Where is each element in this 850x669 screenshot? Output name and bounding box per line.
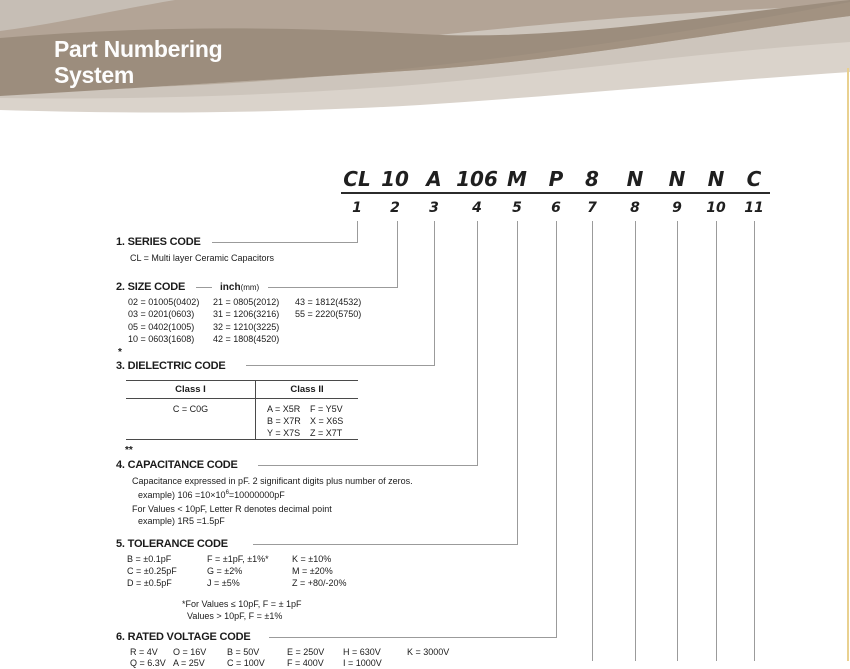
leader-line-11	[754, 221, 755, 661]
class2-entry: B = X7R	[267, 416, 301, 426]
part-number-segment: A	[426, 167, 442, 191]
connector-line-capacitance	[258, 465, 478, 466]
class2-entry: X = X6S	[310, 416, 344, 426]
capacitance-line2: For Values < 10pF, Letter R denotes decimal point	[132, 504, 332, 514]
tolerance-entry: D = ±0.5pF	[127, 578, 172, 588]
tolerance-entry: C = ±0.25pF	[127, 566, 177, 576]
tolerance-footnote1: *For Values ≤ 10pF, F = ± 1pF	[182, 599, 302, 609]
tolerance-entry: J = ±5%	[207, 578, 240, 588]
size-entry: 10 = 0603(1608)	[128, 334, 195, 344]
part-number-segment: N	[668, 167, 686, 191]
leader-line-6	[556, 221, 557, 638]
part-number-segment: C	[746, 167, 762, 191]
dielectric-note-mark: *	[118, 347, 122, 358]
size-entry: 31 = 1206(3216)	[213, 309, 280, 319]
capacitance-example1: example) $106 =10\times 10^6=10000000pF$	[138, 490, 285, 500]
size-entry: 32 = 1210(3225)	[213, 322, 280, 332]
table-header-rule	[126, 398, 358, 399]
part-number-segment: 106	[456, 167, 498, 191]
section-heading-voltage: 6. RATED VOLTAGE CODE	[116, 631, 251, 643]
size-entry: 55 = 2220(5750)	[295, 309, 362, 319]
page-title	[54, 36, 222, 88]
part-number-segment: P	[548, 167, 564, 191]
position-number: 2	[390, 200, 400, 216]
position-number: 6	[551, 200, 561, 216]
leader-line-3	[434, 221, 435, 366]
series-description: CL = Multi layer Ceramic Capacitors	[130, 253, 274, 263]
tolerance-entry: M = ±20%	[292, 566, 333, 576]
capacitance-note-mark: **	[125, 445, 133, 456]
size-entry: 02 = 01005(0402)	[128, 297, 200, 307]
part-number-segment: 10	[381, 167, 409, 191]
position-number: 3	[429, 200, 439, 216]
page-title-line2: System	[54, 62, 135, 88]
connector-line-tolerance	[253, 544, 518, 545]
position-number: 8	[630, 200, 640, 216]
tolerance-entry: Z = +80/-20%	[292, 578, 347, 588]
section-heading-size: 2. SIZE CODE	[116, 281, 186, 293]
voltage-entry: K = 3000V	[407, 647, 450, 657]
table-header-class2: Class II	[290, 384, 324, 395]
dielectric-table	[126, 380, 358, 440]
voltage-entry: H = 630V	[343, 647, 381, 657]
class2-entry: F = Y5V	[310, 404, 343, 414]
tolerance-entry: B = ±0.1pF	[127, 554, 172, 564]
leader-line-10	[716, 221, 717, 661]
position-number: 9	[672, 200, 682, 216]
part-number-segment: M	[507, 167, 527, 191]
section-heading-tolerance: 5. TOLERANCE CODE	[116, 538, 228, 550]
voltage-entry-clipped: I = 1000V	[343, 658, 382, 668]
size-code-dash	[196, 287, 212, 288]
position-number: 10	[706, 200, 726, 216]
section-heading-series: 1. SERIES CODE	[116, 236, 201, 248]
part-number-underline	[341, 192, 770, 194]
voltage-entry: B = 50V	[227, 647, 260, 657]
leader-line-7	[592, 221, 593, 661]
class2-entry: Y = X7S	[267, 428, 301, 438]
voltage-entry: R = 4V	[130, 647, 158, 657]
position-number: 11	[744, 200, 764, 216]
part-number-segment: 8	[585, 167, 599, 191]
connector-line-size	[268, 287, 398, 288]
leader-line-5	[517, 221, 518, 545]
tolerance-footnote2: Values > 10pF, F = ±1%	[187, 611, 283, 621]
capacitance-example2: example) 1R5 =1.5pF	[138, 516, 225, 526]
position-number: 5	[512, 200, 522, 216]
class2-entry: A = X5R	[267, 404, 301, 414]
connector-line-dielectric	[246, 365, 435, 366]
position-number: 7	[587, 200, 597, 216]
class2-entry: Z = X7T	[310, 428, 343, 438]
part-number-segment: N	[626, 167, 644, 191]
leader-line-8	[635, 221, 636, 661]
tolerance-entry: K = ±10%	[292, 554, 332, 564]
position-number: 1	[352, 200, 362, 216]
part-number-segment: CL	[343, 167, 371, 191]
tolerance-entry: F = ±1pF, ±1%*	[207, 554, 269, 564]
section-heading-dielectric: 3. DIELECTRIC CODE	[116, 360, 226, 372]
size-unit-paren: (mm)	[240, 283, 260, 292]
size-entry: 43 = 1812(4532)	[295, 297, 362, 307]
size-entry: 42 = 1808(4520)	[213, 334, 280, 344]
voltage-entry-clipped: Q = 6.3V	[130, 658, 166, 668]
table-header-class1: Class I	[175, 384, 206, 395]
leader-line-1	[357, 221, 358, 243]
leader-line-4	[477, 221, 478, 466]
size-unit-label: inch	[220, 282, 241, 293]
voltage-entry-clipped: A = 25V	[173, 658, 205, 668]
part-number-segment: N	[707, 167, 725, 191]
voltage-entry-clipped: C = 100V	[227, 658, 265, 668]
leader-line-2	[397, 221, 398, 288]
capacitance-line1: Capacitance expressed in pF. 2 significant digits plus number of zeros.	[132, 476, 413, 486]
page-title-line1: Part Numbering	[54, 36, 223, 62]
voltage-entry-clipped: F = 400V	[287, 658, 324, 668]
size-entry: 03 = 0201(0603)	[128, 309, 195, 319]
position-number: 4	[472, 200, 482, 216]
connector-line-voltage	[269, 637, 557, 638]
class1-entry: C = C0G	[172, 404, 209, 414]
page-right-accent-border	[847, 68, 849, 661]
voltage-entry: E = 250V	[287, 647, 325, 657]
connector-line-series	[212, 242, 358, 243]
leader-line-9	[677, 221, 678, 661]
size-entry: 21 = 0805(2012)	[213, 297, 280, 307]
voltage-entry: O = 16V	[173, 647, 207, 657]
section-heading-capacitance: 4. CAPACITANCE CODE	[116, 459, 238, 471]
tolerance-entry: G = ±2%	[207, 566, 243, 576]
size-entry: 05 = 0402(1005)	[128, 322, 195, 332]
